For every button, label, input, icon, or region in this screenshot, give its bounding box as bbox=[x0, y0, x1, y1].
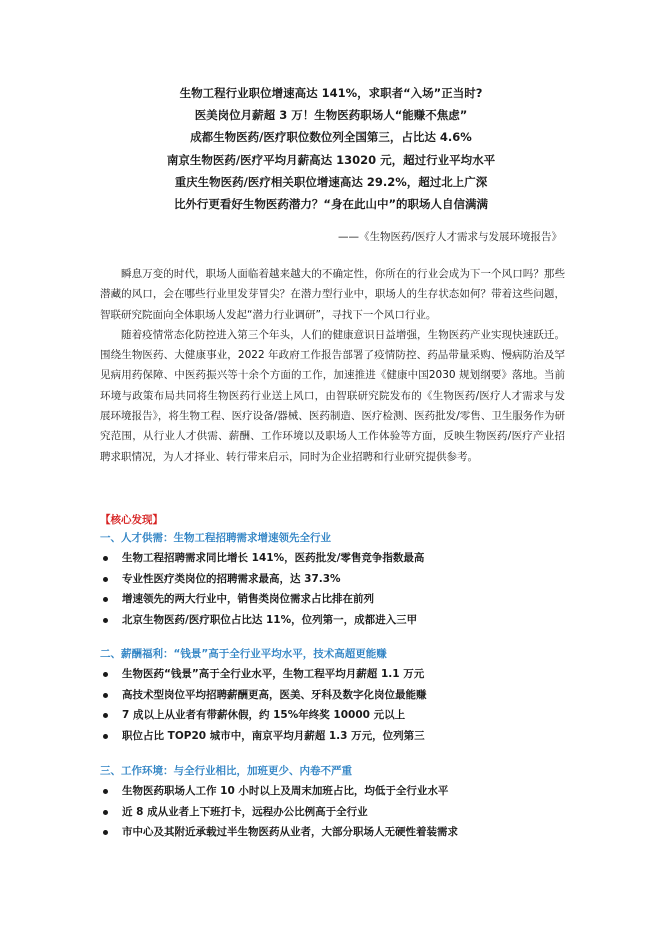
intro-paragraph: 随着疫情常态化防控进入第三个年头，人们的健康意识日益增强，生物医药产业实现快速跃迁。围绕生物医药、大健康事业，2022 年政府工作报告部署了疫情防控、药品带量采购、慢病防治及罕见病用药保障、中医药振兴等十余个方面的工作，加速推进《健康中国2030 规划纲要》落地。当前环境与政策布局共同将生物医药行业送上风口，由智联研究院发布的《生物医药/医疗人才需求与发展环境报告》，将生物工程、医疗设备/器械、医药制造、医疗检测、医药批发/零售、卫生服务作为研究范围，从行业人才供需、薪酬、工作环境以及职场人工作体验等方面，反映生物医药/医疗产业招聘求职情况，为人才择业、转行带来启示，同时为企业招聘和行业研究提供参考。 bbox=[100, 328, 565, 463]
intro-paragraph: 瞬息万变的时代，职场人面临着越来越大的不确定性，你所在的行业会成为下一个风口吗？那些潜藏的风口，会在哪些行业里发芽冒尖？在潜力型行业中，职场人的生存状态如何？带着这些问题，智联研究院面向全体职场人发起“潜力行业调研”，寻找下一个风口行业。 bbox=[100, 268, 565, 321]
list-item bbox=[100, 705, 570, 726]
bullet-text: 生物医药“钱景”高于全行业水平，生物工程平均月薪超 1.1 万元 bbox=[122, 668, 425, 680]
headline: 成都生物医药/医疗职位数位列全国第三，占比达 4.6% bbox=[190, 130, 472, 145]
bullet-dot-icon bbox=[103, 693, 108, 698]
intro-text bbox=[100, 264, 565, 467]
list-item bbox=[100, 781, 570, 802]
bullet-text: 生物工程招聘需求同比增长 141%，医药批发/零售竞争指数最高 bbox=[122, 552, 425, 564]
bullet-list bbox=[100, 781, 570, 843]
bullet-list bbox=[100, 548, 570, 630]
bullet-dot-icon bbox=[103, 810, 108, 815]
bullet-dot-icon bbox=[103, 789, 108, 794]
headline: 医美岗位月薪超 3 万！生物医药职场人“能赚不焦虑” bbox=[194, 108, 468, 123]
list-item bbox=[100, 685, 570, 706]
findings-label: 【核心发现】 bbox=[100, 514, 163, 526]
bullet-text: 生物医药职场人工作 10 小时以上及周末加班占比，均低于全行业水平 bbox=[122, 785, 449, 797]
bullet-dot-icon bbox=[103, 713, 108, 718]
bullet-dot-icon bbox=[103, 672, 108, 677]
list-item bbox=[100, 548, 570, 569]
headline: 重庆生物医药/医疗相关职位增速高达 29.2%，超过北上广深 bbox=[174, 174, 488, 189]
bullet-list bbox=[100, 664, 570, 746]
bullet-text: 高技术型岗位平均招聘薪酬更高，医美、牙科及数字化岗位最能赚 bbox=[122, 688, 427, 701]
list-item bbox=[100, 822, 570, 843]
bullet-text: 增速领先的两大行业中，销售类岗位需求占比排在前列 bbox=[122, 593, 374, 605]
bullet-dot-icon bbox=[103, 734, 108, 739]
bullet-dot-icon bbox=[103, 556, 108, 561]
list-item bbox=[100, 589, 570, 610]
section-heading: 二、薪酬福利：“钱景”高于全行业平均水平，技术高超更能赚 bbox=[100, 648, 387, 660]
section-talent-supply bbox=[100, 529, 570, 630]
list-item bbox=[100, 569, 570, 590]
bullet-text: 近 8 成从业者上下班打卡，远程办公比例高于全行业 bbox=[122, 805, 368, 818]
bullet-text: 7 成以上从业者有带薪休假，约 15%年终奖 10000 元以上 bbox=[122, 709, 406, 721]
bullet-dot-icon bbox=[103, 597, 108, 602]
bullet-text: 专业性医疗类岗位的招聘需求最高，达 37.3% bbox=[122, 572, 341, 585]
list-item bbox=[100, 610, 570, 631]
section-heading: 一、人才供需：生物工程招聘需求增速领先全行业 bbox=[100, 532, 331, 544]
bullet-text: 市中心及其附近承载过半生物医药从业者，大部分职场人无硬性着装需求 bbox=[122, 826, 458, 838]
bullet-dot-icon bbox=[103, 577, 108, 582]
list-item bbox=[100, 664, 570, 685]
headline: 生物工程行业职位增速高达 141%，求职者“入场”正当时? bbox=[179, 86, 483, 100]
bullet-dot-icon bbox=[103, 830, 108, 835]
report-source: ——《生物医药/医疗人才需求与发展环境报告》 bbox=[337, 231, 562, 243]
list-item bbox=[100, 726, 570, 747]
bullet-text: 职位占比 TOP20 城市中，南京平均月薪超 1.3 万元，位列第三 bbox=[122, 729, 425, 742]
section-work-environment bbox=[100, 762, 570, 843]
headline: 比外行更看好生物医药潜力？“身在此山中”的职场人自信满满 bbox=[173, 197, 489, 212]
list-item bbox=[100, 802, 570, 823]
headline-block bbox=[0, 82, 662, 215]
bullet-dot-icon bbox=[103, 618, 108, 623]
bullet-text: 北京生物医药/医疗职位占比达 11%，位列第一，成都进入三甲 bbox=[122, 613, 418, 626]
section-salary-benefits bbox=[100, 645, 570, 746]
section-heading: 三、工作环境：与全行业相比，加班更少、内卷不严重 bbox=[100, 765, 352, 777]
headline: 南京生物医药/医疗平均月薪高达 13020 元，超过行业平均水平 bbox=[166, 152, 496, 167]
